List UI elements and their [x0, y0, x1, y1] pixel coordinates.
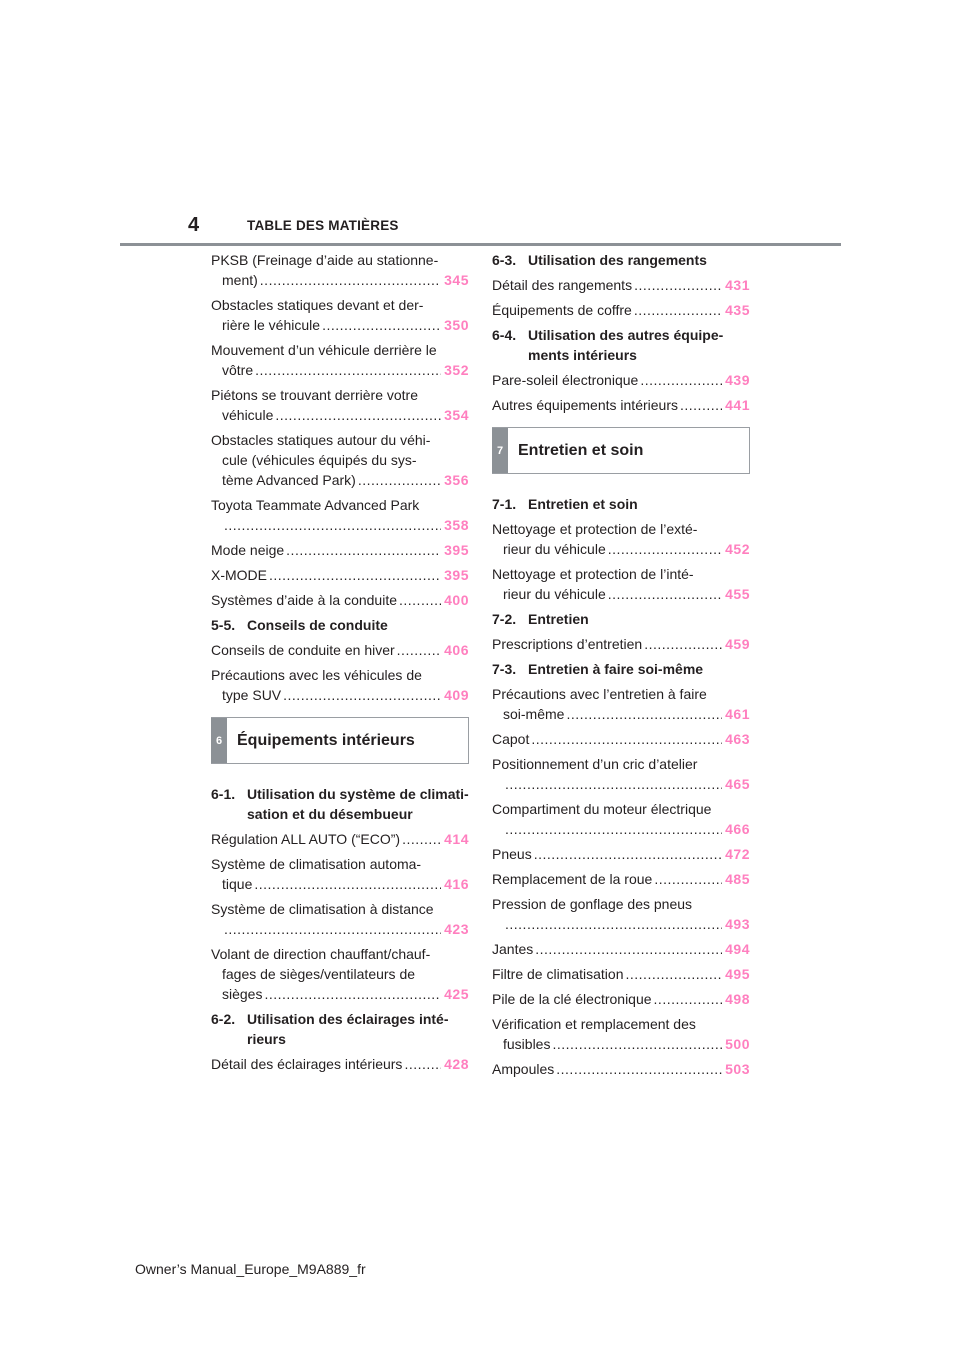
toc-entry[interactable]	[211, 295, 469, 335]
toc-entry-text: Jantes	[492, 941, 534, 957]
toc-entry-line	[211, 540, 469, 560]
dot-leader	[275, 405, 441, 425]
toc-entry[interactable]	[492, 275, 750, 295]
page-link[interactable]: 356	[444, 472, 469, 488]
toc-entry[interactable]	[492, 519, 750, 559]
toc-section-heading[interactable]	[492, 609, 750, 629]
toc-entry-line	[492, 370, 750, 390]
toc-entry[interactable]	[211, 944, 469, 1004]
toc-entry-line	[211, 295, 469, 315]
page-link[interactable]: 400	[444, 592, 469, 608]
toc-entry[interactable]	[211, 430, 469, 490]
toc-entry-line	[492, 519, 750, 539]
toc-entry-text: Pare-soleil électronique	[492, 372, 639, 388]
toc-entry-text: Vérification et remplacement des	[492, 1016, 696, 1032]
dot-leader	[608, 539, 722, 559]
toc-entry[interactable]	[492, 370, 750, 390]
toc-entry[interactable]	[492, 729, 750, 749]
toc-entry-text: Nettoyage et protection de l’exté-	[492, 521, 698, 537]
dot-leader	[402, 829, 441, 849]
toc-entry-line	[492, 684, 750, 704]
page-link[interactable]: 354	[444, 407, 469, 423]
page-link[interactable]: 423	[444, 921, 469, 937]
toc-entry[interactable]	[211, 540, 469, 560]
toc-entry[interactable]	[211, 854, 469, 894]
toc-entry-text: Prescriptions d’entretien	[492, 636, 643, 652]
toc-entry-line	[211, 665, 469, 685]
page-link[interactable]: 485	[725, 871, 750, 887]
page-link[interactable]: 495	[725, 966, 750, 982]
toc-entry-text: Régulation ALL AUTO (“ECO”)	[211, 831, 401, 847]
toc-entry-line	[492, 914, 750, 934]
page-link[interactable]: 472	[725, 846, 750, 862]
toc-entry-line	[492, 634, 750, 654]
toc-section-heading[interactable]	[492, 659, 750, 679]
page-link[interactable]: 409	[444, 687, 469, 703]
section-number: 5-5.	[211, 617, 236, 633]
toc-entry-text: Pneus	[492, 846, 532, 862]
footer-text: Owner’s Manual_Europe_M9A889_fr	[135, 1261, 366, 1277]
toc-entry-text: Obstacles statiques autour du véhi-	[211, 432, 431, 448]
toc-entry-line	[492, 894, 750, 914]
toc-section-heading[interactable]	[492, 325, 750, 365]
toc-entry[interactable]	[211, 665, 469, 705]
toc-entry-line	[492, 989, 750, 1009]
toc-entry[interactable]	[492, 869, 750, 889]
toc-entry-text: cule (véhicules équipés du sys-	[222, 452, 417, 468]
toc-entry[interactable]	[492, 894, 750, 934]
dot-leader	[680, 395, 722, 415]
toc-entry-line	[492, 275, 750, 295]
chapter-number-tab: 6	[211, 718, 227, 763]
page-link[interactable]: 452	[725, 541, 750, 557]
toc-entry-line	[211, 919, 469, 939]
toc-entry-line	[211, 829, 469, 849]
dot-leader	[255, 360, 441, 380]
toc-entry-line	[211, 470, 469, 490]
page-link[interactable]: 461	[725, 706, 750, 722]
dot-leader	[358, 470, 441, 490]
section-title-line: Entretien et soin	[528, 496, 638, 512]
dot-leader	[552, 1034, 722, 1054]
toc-entry-line	[211, 315, 469, 335]
section-number: 6-1.	[211, 786, 236, 802]
dot-leader	[404, 1054, 441, 1074]
chapter-heading-box[interactable]	[492, 427, 750, 474]
page-link[interactable]: 455	[725, 586, 750, 602]
dot-leader	[269, 565, 441, 585]
page-link[interactable]: 439	[725, 372, 750, 388]
toc-entry[interactable]	[492, 989, 750, 1009]
dot-leader	[654, 989, 723, 1009]
toc-entry-text: Pile de la clé électronique	[492, 991, 652, 1007]
toc-entry-text: fages de sièges/ventilateurs de	[222, 966, 416, 982]
dot-leader	[644, 634, 722, 654]
toc-entry-line	[211, 854, 469, 874]
section-title-line: rieurs	[247, 1031, 286, 1047]
section-title-line: Entretien à faire soi-même	[528, 661, 704, 677]
toc-entry-text: Pression de gonflage des pneus	[492, 896, 693, 912]
toc-entry[interactable]	[492, 799, 750, 839]
dot-leader	[535, 939, 722, 959]
dot-leader	[640, 370, 722, 390]
page-link[interactable]: 466	[725, 821, 750, 837]
section-number: 6-3.	[492, 252, 517, 268]
toc-entry-line	[211, 640, 469, 660]
toc-entry[interactable]	[492, 300, 750, 320]
toc-entry-text: Précautions avec les véhicules de	[211, 667, 422, 683]
toc-section-heading[interactable]	[211, 1009, 469, 1049]
toc-entry-text: Système de climatisation automa-	[211, 856, 422, 872]
toc-entry-line	[492, 300, 750, 320]
toc-section-heading[interactable]	[211, 615, 469, 635]
section-title-line: Conseils de conduite	[247, 617, 388, 633]
section-title-line: Utilisation des autres équipe-	[528, 327, 724, 343]
page-link[interactable]: 493	[725, 916, 750, 932]
dot-leader	[556, 1059, 722, 1079]
dot-leader	[283, 685, 441, 705]
section-title-line: Utilisation du système de climati-	[247, 786, 469, 802]
toc-entry[interactable]	[492, 844, 750, 864]
toc-entry-line	[492, 1059, 750, 1079]
toc-entry-text: véhicule	[222, 407, 274, 423]
toc-entry[interactable]	[492, 684, 750, 724]
page-link[interactable]: 425	[444, 986, 469, 1002]
toc-entry-text: Capot	[492, 731, 530, 747]
toc-entry-line	[211, 590, 469, 610]
toc-entry-line	[211, 270, 469, 290]
toc-entry-text: Conseils de conduite en hiver	[211, 642, 395, 658]
toc-entry-text: Systèmes d’aide à la conduite	[211, 592, 397, 608]
toc-entry-line	[211, 340, 469, 360]
toc-entry-text: Filtre de climatisation	[492, 966, 624, 982]
toc-entry-text: Équipements de coffre	[492, 302, 632, 318]
toc-entry[interactable]	[211, 495, 469, 535]
toc-entry-line	[211, 874, 469, 894]
toc-entry-text: Autres équipements intérieurs	[492, 397, 678, 413]
page-link[interactable]: 494	[725, 941, 750, 957]
toc-entry-text: rieur du véhicule	[503, 586, 606, 602]
toc-section-heading[interactable]	[492, 250, 750, 270]
toc-entry-text: Piétons se trouvant derrière votre	[211, 387, 418, 403]
dot-leader	[534, 844, 722, 864]
header-divider	[120, 243, 841, 246]
dot-leader	[286, 540, 441, 560]
toc-entry-text: Volant de direction chauffant/chauf-	[211, 946, 431, 962]
toc-entry-text: X-MODE	[211, 567, 267, 583]
toc-entry-line	[492, 754, 750, 774]
dot-leader	[626, 964, 723, 984]
toc-entry-text: tème Advanced Park)	[222, 472, 356, 488]
section-title-line: sation et du désembueur	[247, 806, 413, 822]
toc-entry-text: tique	[222, 876, 253, 892]
toc-entry[interactable]	[211, 385, 469, 425]
toc-entry[interactable]	[211, 1054, 469, 1074]
toc-entry-line	[211, 899, 469, 919]
toc-entry-line	[211, 685, 469, 705]
toc-entry[interactable]	[211, 250, 469, 290]
section-number: 6-2.	[211, 1011, 236, 1027]
toc-entry-text: Compartiment du moteur électrique	[492, 801, 712, 817]
toc-entry[interactable]	[492, 1014, 750, 1054]
toc-entry-line	[211, 984, 469, 1004]
section-number: 7-1.	[492, 496, 517, 512]
toc-entry-line	[492, 819, 750, 839]
section-number: 7-2.	[492, 611, 517, 627]
toc-entry[interactable]	[492, 395, 750, 415]
page-link[interactable]: 465	[725, 776, 750, 792]
toc-entry-line	[492, 729, 750, 749]
dot-leader	[608, 584, 722, 604]
toc-entry[interactable]	[492, 939, 750, 959]
toc-entry-text: Nettoyage et protection de l’inté-	[492, 566, 694, 582]
toc-entry-line	[492, 939, 750, 959]
page-link[interactable]: 414	[444, 831, 469, 847]
page-number: 4	[188, 214, 200, 236]
dot-leader	[505, 774, 722, 794]
toc-entry-line	[492, 395, 750, 415]
toc-entry[interactable]	[211, 565, 469, 585]
section-title-line: Utilisation des rangements	[528, 252, 707, 268]
dot-leader	[634, 300, 722, 320]
toc-entry-text: Remplacement de la roue	[492, 871, 653, 887]
page-link[interactable]: 395	[444, 567, 469, 583]
toc-entry-line	[492, 539, 750, 559]
toc-entry-line	[492, 844, 750, 864]
page-link[interactable]: 345	[444, 272, 469, 288]
page-link[interactable]: 503	[725, 1061, 750, 1077]
toc-entry-line	[211, 1054, 469, 1074]
toc-entry-line	[492, 704, 750, 724]
dot-leader	[224, 919, 441, 939]
page-link[interactable]: 416	[444, 876, 469, 892]
toc-entry-text: fusibles	[503, 1036, 551, 1052]
toc-entry-line	[211, 385, 469, 405]
toc-entry-line	[492, 584, 750, 604]
toc-entry-text: Mode neige	[211, 542, 285, 558]
toc-entry-line	[492, 564, 750, 584]
chapter-heading-box[interactable]	[211, 717, 469, 764]
toc-entry-line	[211, 405, 469, 425]
section-title-line: Utilisation des éclairages inté-	[247, 1011, 449, 1027]
toc-entry[interactable]	[211, 829, 469, 849]
chapter-number-tab: 7	[492, 428, 508, 473]
page-header-title: TABLE DES MATIÈRES	[247, 218, 399, 233]
dot-leader	[397, 640, 441, 660]
section-number: 6-4.	[492, 327, 517, 343]
toc-entry-text: soi-même	[503, 706, 565, 722]
page-link[interactable]: 358	[444, 517, 469, 533]
page-link[interactable]: 352	[444, 362, 469, 378]
page-link[interactable]: 441	[725, 397, 750, 413]
dot-leader	[224, 515, 441, 535]
dot-leader	[264, 984, 441, 1004]
toc-entry-text: PKSB (Freinage d’aide au stationne-	[211, 252, 439, 268]
toc-entry-line	[211, 565, 469, 585]
chapter-title: Équipements intérieurs	[237, 731, 415, 749]
dot-leader	[505, 819, 722, 839]
dot-leader	[399, 590, 441, 610]
toc-entry-text: type SUV	[222, 687, 282, 703]
page-link[interactable]: 459	[725, 636, 750, 652]
dot-leader	[260, 270, 441, 290]
toc-entry-text: Mouvement d’un véhicule derrière le	[211, 342, 437, 358]
toc-entry-line	[492, 1014, 750, 1034]
page-link[interactable]: 428	[444, 1056, 469, 1072]
toc-entry[interactable]	[492, 964, 750, 984]
dot-leader	[531, 729, 722, 749]
toc-entry-line	[492, 799, 750, 819]
toc-entry-line	[211, 495, 469, 515]
toc-entry-text: Positionnement d’un cric d’atelier	[492, 756, 698, 772]
page-link[interactable]: 350	[444, 317, 469, 333]
chapter-title: Entretien et soin	[518, 441, 644, 459]
page-link[interactable]: 498	[725, 991, 750, 1007]
toc-entry-line	[492, 964, 750, 984]
toc-entry-line	[492, 869, 750, 889]
dot-leader	[254, 874, 441, 894]
toc-entry[interactable]	[211, 590, 469, 610]
dot-leader	[322, 315, 441, 335]
toc-right-column	[492, 250, 750, 1084]
toc-entry-line	[211, 944, 469, 964]
toc-section-heading[interactable]	[492, 494, 750, 514]
section-title-line: Entretien	[528, 611, 589, 627]
page-link[interactable]: 395	[444, 542, 469, 558]
toc-entry-text: Ampoules	[492, 1061, 555, 1077]
toc-entry-text: rière le véhicule	[222, 317, 321, 333]
toc-entry-line	[211, 360, 469, 380]
toc-entry[interactable]	[211, 340, 469, 380]
dot-leader	[505, 914, 722, 934]
toc-entry-text: Système de climatisation à distance	[211, 901, 434, 917]
toc-entry[interactable]	[492, 634, 750, 654]
toc-entry-line	[211, 250, 469, 270]
toc-entry-text: Toyota Teammate Advanced Park	[211, 497, 420, 513]
toc-entry-text: vôtre	[222, 362, 254, 378]
page-link[interactable]: 406	[444, 642, 469, 658]
page-link[interactable]: 431	[725, 277, 750, 293]
toc-entry[interactable]	[211, 899, 469, 939]
toc-entry-line	[211, 450, 469, 470]
toc-section-heading[interactable]	[211, 784, 469, 824]
toc-entry-line	[211, 430, 469, 450]
toc-left-column	[211, 250, 469, 1079]
section-title-line: ments intérieurs	[528, 347, 637, 363]
section-number: 7-3.	[492, 661, 517, 677]
toc-entry[interactable]	[492, 564, 750, 604]
toc-entry-text: Détail des éclairages intérieurs	[211, 1056, 403, 1072]
toc-entry-line	[492, 1034, 750, 1054]
toc-entry-line	[211, 515, 469, 535]
page-link[interactable]: 435	[725, 302, 750, 318]
dot-leader	[634, 275, 722, 295]
toc-entry-text: Détail des rangements	[492, 277, 633, 293]
toc-entry-text: sièges	[222, 986, 263, 1002]
page-link[interactable]: 500	[725, 1036, 750, 1052]
toc-entry-line	[211, 964, 469, 984]
toc-entry-text: rieur du véhicule	[503, 541, 606, 557]
toc-entry-line	[492, 774, 750, 794]
toc-entry[interactable]	[492, 754, 750, 794]
dot-leader	[566, 704, 722, 724]
toc-entry-text: ment)	[222, 272, 258, 288]
toc-entry[interactable]	[492, 1059, 750, 1079]
dot-leader	[654, 869, 722, 889]
toc-entry-text: Précautions avec l’entretien à faire	[492, 686, 707, 702]
page-link[interactable]: 463	[725, 731, 750, 747]
toc-entry-text: Obstacles statiques devant et der-	[211, 297, 424, 313]
toc-entry[interactable]	[211, 640, 469, 660]
